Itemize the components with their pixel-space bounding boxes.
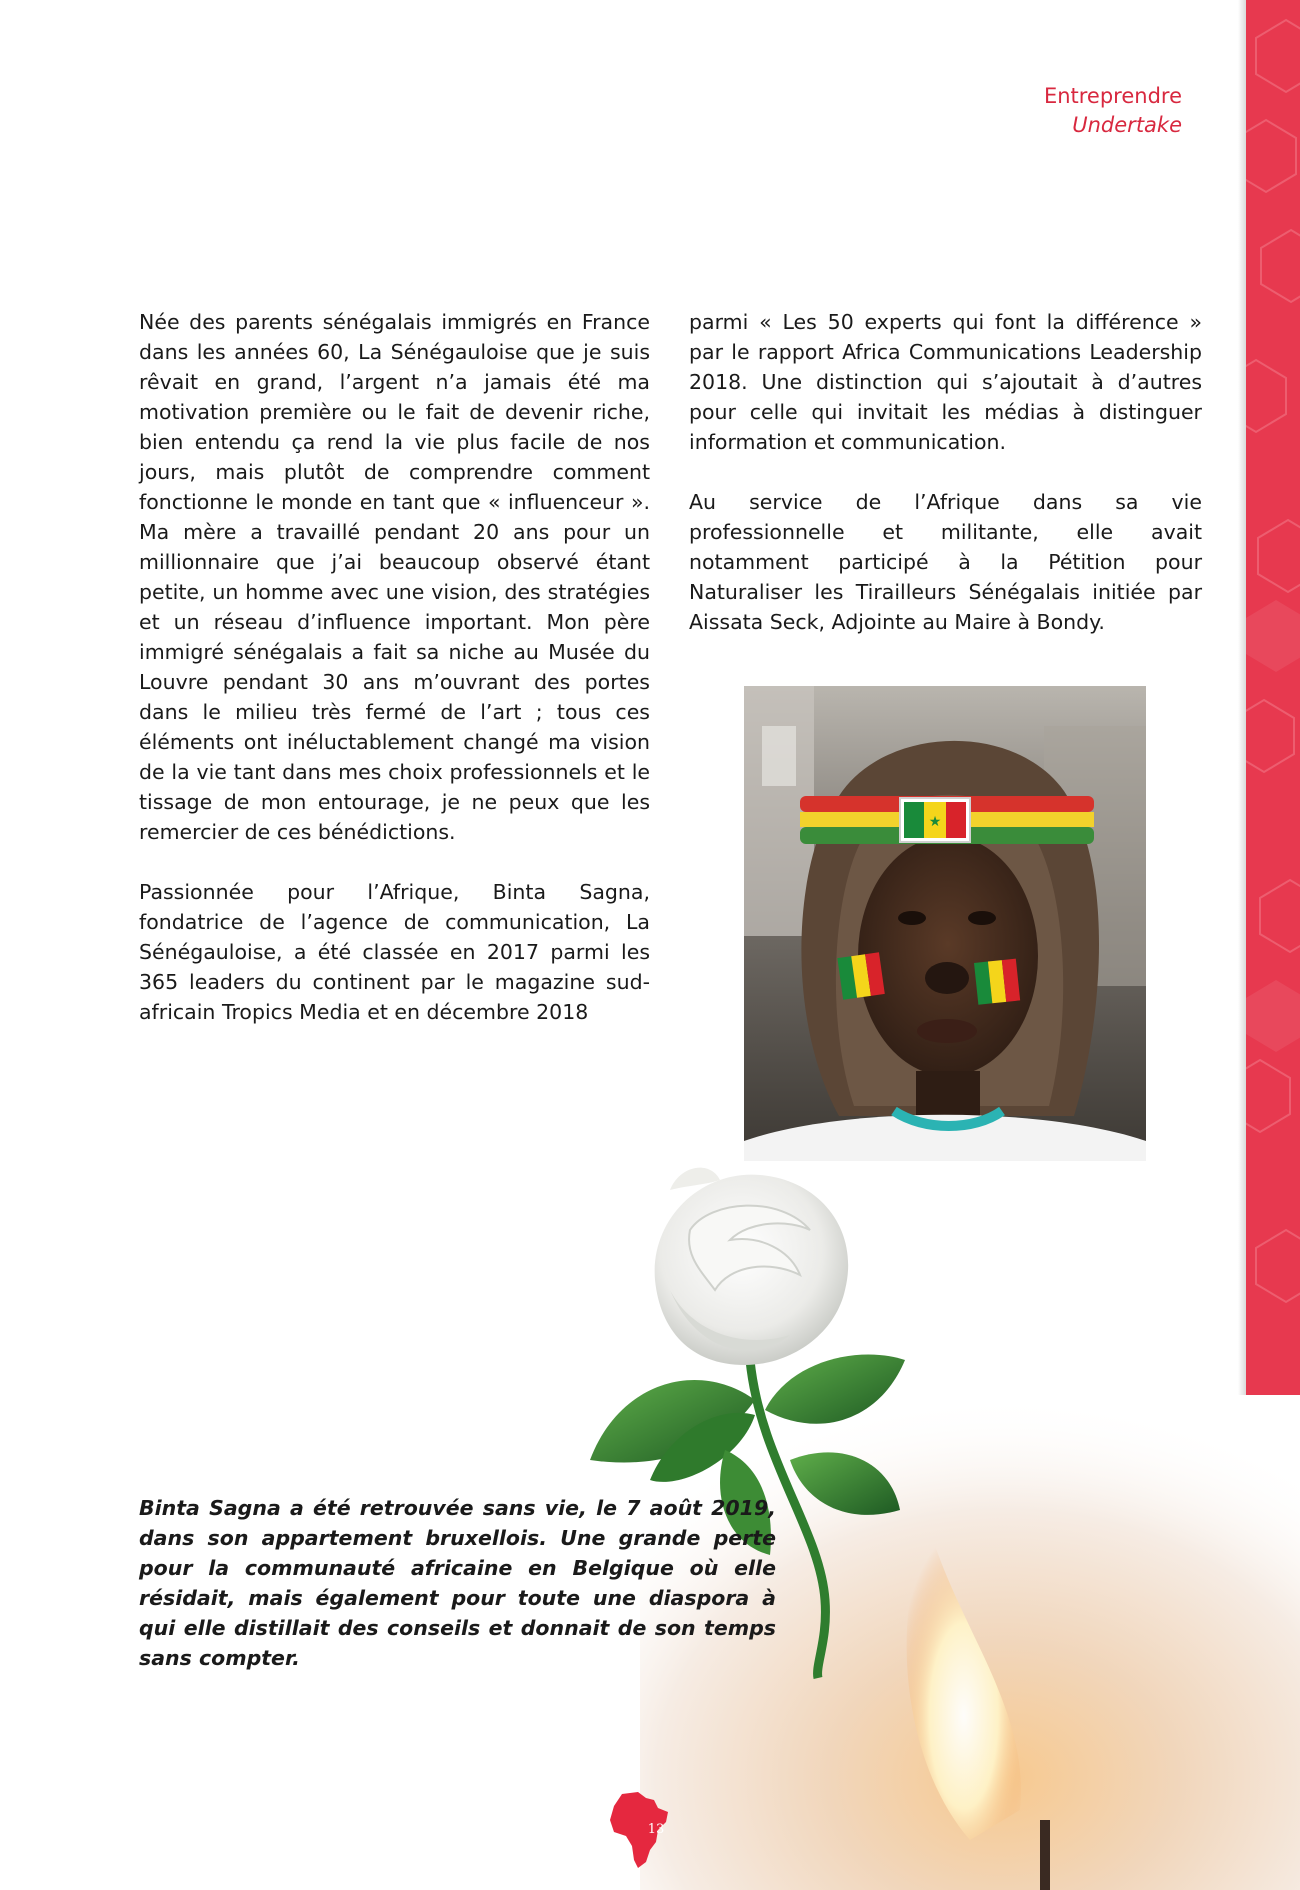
portrait-illustration xyxy=(744,686,1146,1161)
section-header xyxy=(1044,82,1182,140)
paragraph: Au service de l’Afrique dans sa vie professionnelle et militante, elle avait notamment participé à la Pétition pour Naturaliser les Tirailleurs Sénégalais initiée par Aissata Seck, Adjointe au Maire à Bondy. xyxy=(689,490,1202,634)
paragraph: parmi « Les 50 experts qui font la différence » par le rapport Africa Communications Leadership 2018. Une distinction qui s’ajoutait à d’autres pour celle qui invitait les médias à distinguer information et communication. xyxy=(689,310,1202,454)
right-column xyxy=(689,307,1202,667)
paragraph: Née des parents sénégalais immigrés en France dans les années 60, La Sénégauloise que je suis rêvait en grand, l’argent n’a jamais été ma motivation première ou le fait de devenir riche, bien entendu ça rend la vie plus facile de nos jours, mais plutôt de comprendre comment fonctionne le monde en tant que « influenceur ». Ma mère a travaillé pendant 20 ans pour un millionnaire que j’ai beaucoup observé étant petite, un homme avec une vision, des stratégies et un réseau d’influence important. Mon père immigré sénégalais a fait sa niche au Musée du Louvre pendant 30 ans m’ouvrant des portes dans le milieu très fermé de l’art ; tous ces éléments ont inéluctablement changé ma vision de la vie tant dans mes choix professionnels et le tissage de mon entourage, je ne peux que les remercier de ces bénédictions. xyxy=(139,310,650,844)
portrait-photo xyxy=(744,686,1146,1161)
paragraph: Passionnée pour l’Afrique, Binta Sagna, fondatrice de l’agence de communication, La Sénégauloise, a été classée en 2017 parmi les 365 leaders du continent par le magazine sud-africain Tropics Media et en décembre 2018 xyxy=(139,880,650,1024)
tribute-text: Binta Sagna a été retrouvée sans vie, le 7 août 2019, dans son appartement bruxellois. Une grande perte pour la communauté africaine en Belgique où elle résidait, mais également pour toute une diaspora à qui elle distillait des conseils et donnait de son temps sans compter. xyxy=(139,1496,776,1670)
page-number: 13 xyxy=(647,1822,665,1837)
hexagon-pattern-icon xyxy=(1246,0,1300,1395)
svg-text:★: ★ xyxy=(928,814,942,830)
section-subtitle: Undertake xyxy=(1072,113,1182,137)
left-column xyxy=(139,307,650,1057)
section-title: Entreprendre xyxy=(1043,84,1182,108)
side-band xyxy=(1246,0,1300,1395)
